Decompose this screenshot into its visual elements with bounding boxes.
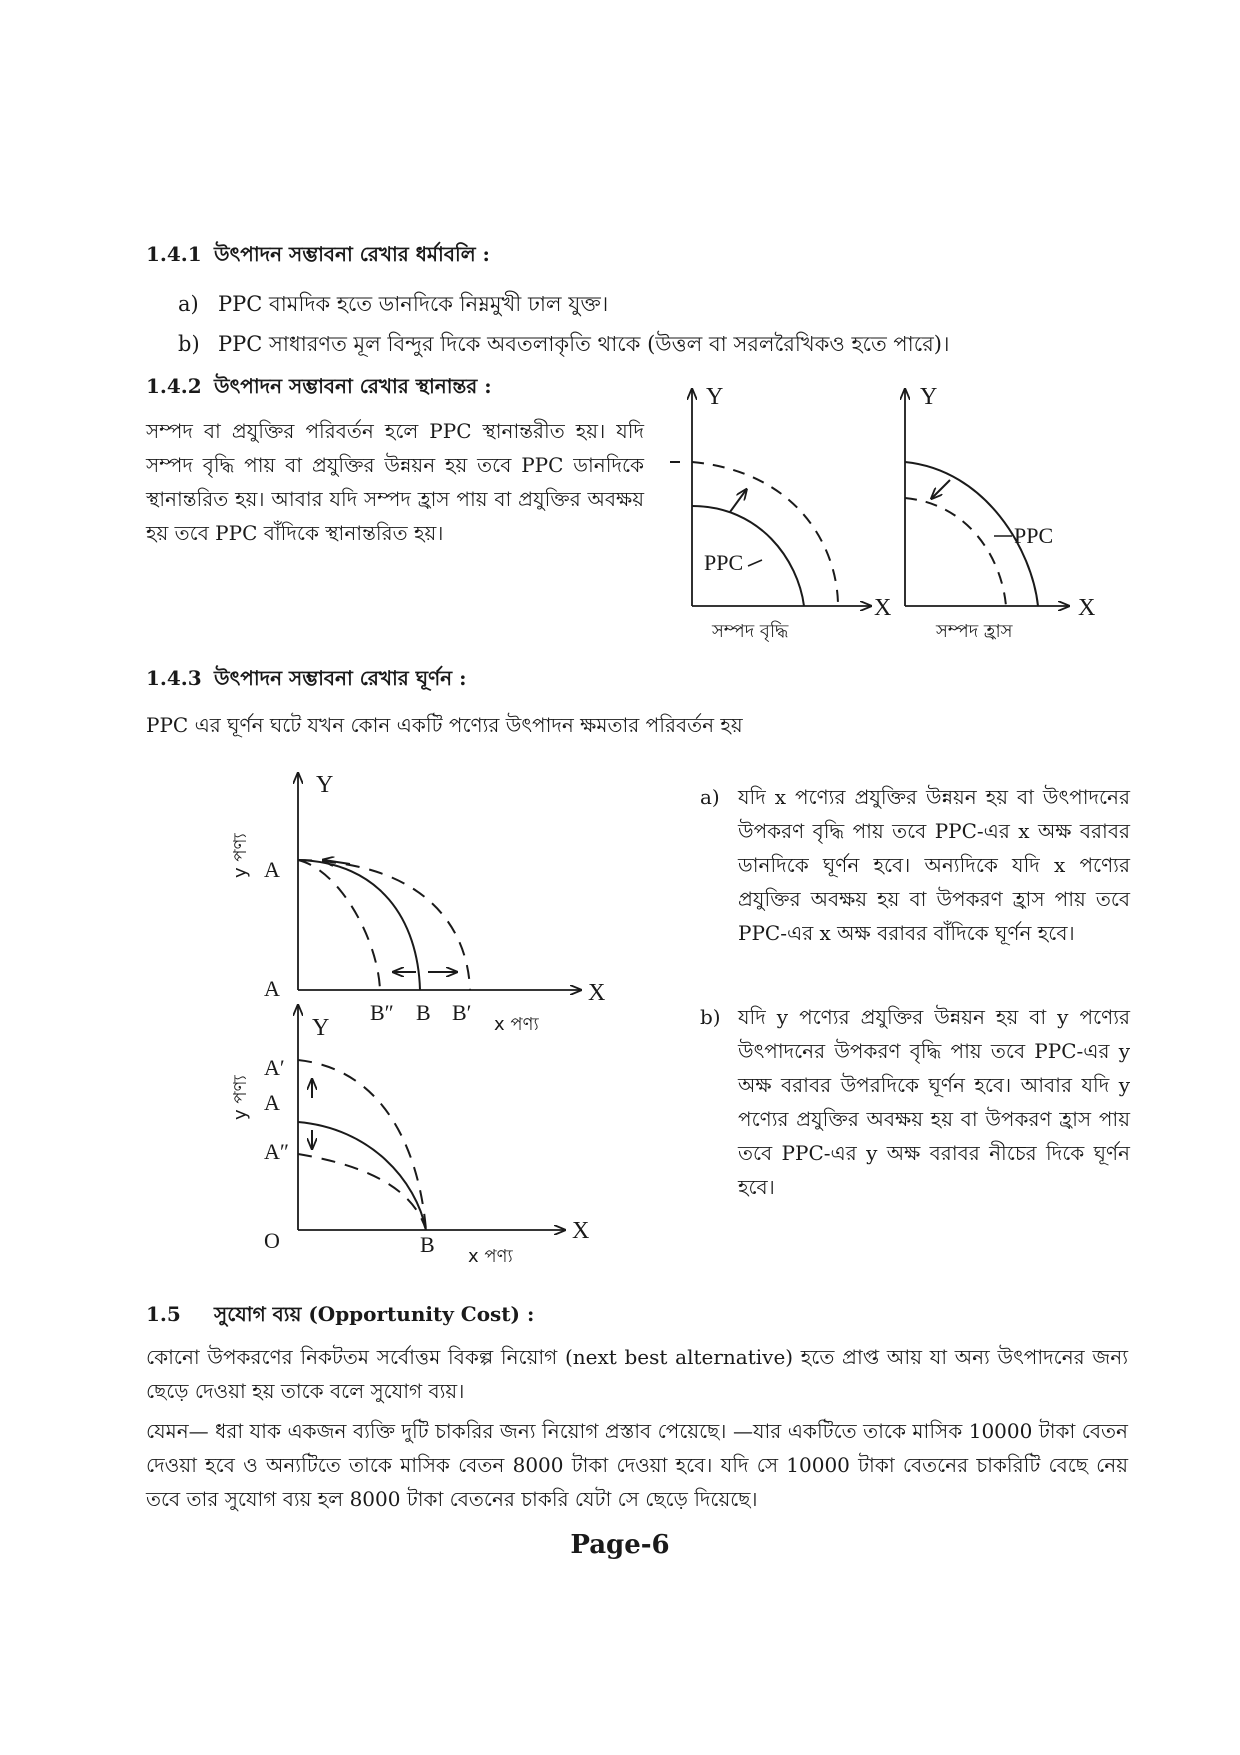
curve-label: PPC <box>1014 523 1054 548</box>
origin-label: A <box>264 976 280 1001</box>
shift-arrow <box>730 490 746 512</box>
label-leader <box>748 560 762 566</box>
x-label: X <box>1078 595 1096 621</box>
section-heading-1-4-3 <box>146 664 466 697</box>
x-rotation-panel <box>230 772 605 1035</box>
section-paragraph <box>146 414 644 550</box>
list-marker: b) <box>178 332 200 356</box>
point-a-prime: A′ <box>264 1055 285 1080</box>
y-axis-title: y পণ্য <box>230 1075 251 1120</box>
y-label: Y <box>316 772 334 798</box>
section-title: উৎপাদন সম্ভাবনা রেখার স্থানান্তর : <box>214 374 492 398</box>
point-a-label: A <box>264 857 280 882</box>
x-label: X <box>588 980 606 1006</box>
ppc-rotation-figure <box>220 760 640 1280</box>
curve-label: PPC <box>704 550 744 575</box>
ppc-curve-rotated-out <box>298 860 470 990</box>
list-item <box>700 1000 1130 1204</box>
y-label: Y <box>706 384 724 410</box>
x-label: X <box>874 595 892 621</box>
y-label: Y <box>312 1015 330 1041</box>
section-title: উৎপাদন সম্ভাবনা রেখার ধর্মাবলি : <box>214 242 490 266</box>
list-item <box>178 328 949 363</box>
list-marker: b) <box>700 1005 721 1029</box>
section-paragraph <box>146 1414 1128 1516</box>
list-item-text: PPC সাধারণত মূল বিন্দুর দিকে অবতলাকৃতি থাকে (উত্তল বা সরলরৈখিকও হতে পারে)। <box>218 332 950 356</box>
ppc-curve <box>298 860 420 990</box>
section-number: 1.4.3 <box>146 666 202 690</box>
origin-label: O <box>264 1228 280 1253</box>
x-axis-title: x পণ্য <box>494 1014 539 1035</box>
paragraph-text: সম্পদ বা প্রযুক্তির পরিবর্তন হলে PPC স্থানান্তরীত হয়। যদি সম্পদ বৃদ্ধি পায় বা প্রযুক্তির উন্নয়ন হয় তবে PPC ডানদিকে স্থানান্তরিত হয়। আবার যদি সম্পদ হ্রাস পায় বা প্রযুক্তির অবক্ষয় হয় তবে PPC বাঁদিকে স্থানান্তরিত হয়। <box>146 419 644 545</box>
x-axis-title: x পণ্য <box>468 1246 513 1267</box>
y-axis-title: y পণ্য <box>230 833 251 878</box>
paragraph-text: যেমন— ধরা যাক একজন ব্যক্তি দুটি চাকরির জন্য নিয়োগ প্রস্তাব পেয়েছে। —যার একটিতে তাকে মাসিক 10000 টাকা বেতন দেওয়া হবে ও অন্যটিতে তাকে মাসিক বেতন 8000 টাকা দেওয়া হবে। যদি সে 10000 টাকা বেতনের চাকরিটি বেছে নেয় তবে তার সুযোগ ব্যয় হল 8000 টাকা বেতনের চাকরি যেটা সে ছেড়ে দিয়েছে। <box>146 1419 1128 1511</box>
ppc-shift-figure <box>650 380 1120 645</box>
list-item-text: যদি y পণ্যের প্রযুক্তির উন্নয়ন হয় বা y পণ্যের উৎপাদনের উপকরণ বৃদ্ধি পায় তবে PPC-এর y অক্ষ বরাবর উপরদিকে ঘূর্ণন হবে। আবার যদি y পণ্যের প্রযুক্তির অবক্ষয় হয় বা উপকরণ হ্রাস পায় তবে PPC-এর y অক্ষ বরাবর নীচের দিকে ঘূর্ণন হবে। <box>738 1005 1130 1199</box>
point-b: B <box>420 1232 435 1257</box>
ppc-curve-shifted <box>905 498 1006 606</box>
list-marker: a) <box>178 292 199 316</box>
ppc-curve-rotated-up <box>298 1060 426 1230</box>
section-heading-1-4-2 <box>146 372 492 405</box>
list-item-text: PPC বামদিক হতে ডানদিকে নিম্নমুখী ঢাল যুক্ত। <box>218 292 609 316</box>
paragraph-text: কোনো উপকরণের নিকটতম সর্বোত্তম বিকল্প নিয়োগ (next best alternative) হতে প্রাপ্ত আয় যা অন্য উৎপাদনের জন্য ছেড়ে দেওয়া হয় তাকে বলে সুযোগ ব্যয়। <box>146 1345 1128 1403</box>
section-intro <box>146 708 743 742</box>
list-item-text: যদি x পণ্যের প্রযুক্তির উন্নয়ন হয় বা উৎপাদনের উপকরণ বৃদ্ধি পায় তবে PPC-এর x অক্ষ বরাবর ডানদিকে ঘূর্ণন হবে। অন্যদিকে যদি x পণ্যের প্রযুক্তির অবক্ষয় হয় বা উপকরণ হ্রাস পায় তবে PPC-এর x অক্ষ বরাবর বাঁদিকে ঘূর্ণন হবে। <box>738 785 1130 945</box>
ppc-curve <box>298 1122 426 1230</box>
section-number: 1.4.1 <box>146 242 202 266</box>
caption: সম্পদ বৃদ্ধি <box>712 621 789 642</box>
y-label: Y <box>920 384 938 410</box>
point-a-double-prime: A″ <box>264 1139 290 1164</box>
list-item <box>700 780 1130 950</box>
section-paragraph <box>146 1340 1128 1408</box>
section-title: উৎপাদন সম্ভাবনা রেখার ঘূর্ণন : <box>214 666 467 690</box>
list-item <box>178 288 608 323</box>
paragraph-text: PPC এর ঘূর্ণন ঘটে যখন কোন একটি পণ্যের উৎপাদন ক্ষমতার পরিবর্তন হয় <box>146 713 743 737</box>
ppc-curve-rotated-down <box>298 1154 426 1230</box>
section-heading-1-5 <box>146 1300 534 1333</box>
section-number: 1.4.2 <box>146 374 202 398</box>
point-b: B <box>416 1000 431 1025</box>
section-number: 1.5 <box>146 1302 181 1326</box>
section-heading-1-4-1 <box>146 240 490 273</box>
section-title: সুযোগ ব্যয় (Opportunity Cost) : <box>214 1302 535 1326</box>
point-b-double-prime: B″ <box>370 1000 394 1025</box>
ppc-shift-left-panel <box>905 384 1095 642</box>
list-marker: a) <box>700 785 720 809</box>
shift-arrow <box>932 480 950 498</box>
point-a: A <box>264 1090 280 1115</box>
point-b-prime: B′ <box>452 1000 472 1025</box>
page-number: Page-6 <box>570 1530 670 1560</box>
ppc-shift-right-panel <box>670 384 891 643</box>
caption: সম্পদ হ্রাস <box>936 621 1013 642</box>
x-label: X <box>572 1218 590 1244</box>
y-rotation-panel <box>230 1006 589 1267</box>
